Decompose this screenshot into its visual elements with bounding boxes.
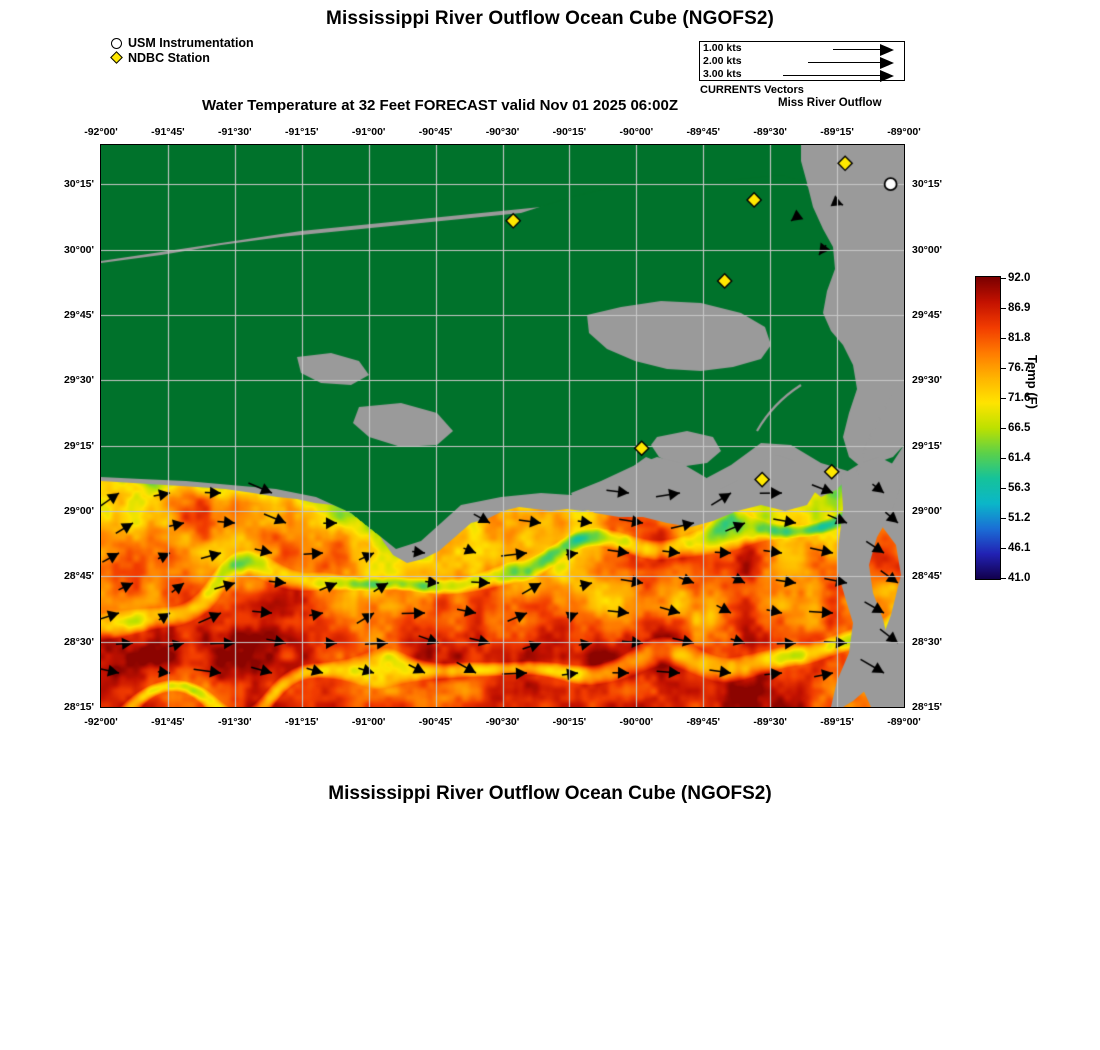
y-tick-right-1: 30°00': [912, 243, 943, 256]
legend-label-usm: USM Instrumentation: [128, 36, 254, 50]
x-tick-bottom-10: -89°30': [753, 716, 787, 728]
x-tick-bottom-0: -92°00': [84, 716, 118, 728]
x-tick-bottom-12: -89°00': [887, 716, 921, 728]
x-tick-top-6: -90°30': [485, 126, 520, 138]
map-subtitle: Water Temperature at 32 Feet FORECAST valid Nov 01 2025 06:00Z: [201, 97, 678, 114]
colorbar-tick-2: 81.8: [1008, 332, 1031, 344]
x-tick-top-4: -91°00': [351, 126, 386, 138]
y-tick-left-2: 29°45': [63, 308, 94, 321]
colorbar-tick-mark-6: [1001, 458, 1006, 459]
x-tick-bottom-4: -91°00': [351, 716, 386, 728]
colorbar-tick-mark-9: [1001, 548, 1006, 549]
colorbar-tick-0: 92.0: [1008, 272, 1031, 284]
legend-label-ndbc: NDBC Station: [128, 51, 210, 65]
colorbar-tick-mark-4: [1001, 398, 1006, 399]
y-tick-left-8: 28°15': [63, 701, 94, 713]
vector-key-row-3: [700, 69, 906, 82]
x-tick-bottom-3: -91°15': [284, 716, 319, 728]
colorbar-tick-mark-1: [1001, 308, 1006, 309]
y-tick-left-4: 29°15': [63, 439, 94, 452]
x-tick-top-10: -89°30': [753, 126, 787, 138]
x-tick-bottom-8: -90°00': [619, 716, 654, 728]
colorbar-tick-1: 86.9: [1008, 302, 1031, 314]
colorbar-tick-mark-3: [1001, 368, 1006, 369]
legend-item-usm: [110, 36, 254, 51]
colorbar-tick-mark-5: [1001, 428, 1006, 429]
colorbar-tick-mark-10: [1001, 578, 1006, 579]
diamond-marker-icon: [110, 51, 128, 66]
currents-vector-key: [699, 41, 905, 81]
colorbar-tick-mark-7: [1001, 488, 1006, 489]
y-tick-left-5: 29°00': [63, 504, 94, 517]
x-tick-bottom-7: -90°15': [552, 716, 587, 728]
x-tick-top-7: -90°15': [552, 126, 587, 138]
y-tick-right-0: 30°15': [912, 178, 943, 191]
x-tick-bottom-11: -89°15': [820, 716, 854, 728]
colorbar-tick-6: 61.4: [1008, 452, 1031, 464]
y-tick-right-4: 29°15': [912, 439, 943, 452]
colorbar-gradient: [976, 277, 1000, 579]
x-tick-bottom-5: -90°45': [418, 716, 453, 728]
x-tick-top-8: -90°00': [619, 126, 654, 138]
y-tick-left-6: 28°45': [63, 570, 94, 583]
page-title: Mississippi River Outflow Ocean Cube (NGOFS2): [326, 8, 774, 29]
outflow-annotation: Miss River Outflow: [778, 97, 882, 109]
x-tick-top-2: -91°30': [218, 126, 252, 138]
vector-key-label-2: 2.00 kts: [703, 55, 742, 67]
x-tick-top-5: -90°45': [418, 126, 453, 138]
x-tick-top-9: -89°45': [686, 126, 721, 138]
y-tick-right-5: 29°00': [912, 504, 943, 517]
y-tick-right-2: 29°45': [912, 308, 943, 321]
x-tick-bottom-9: -89°45': [686, 716, 721, 728]
colorbar-tick-mark-2: [1001, 338, 1006, 339]
y-tick-left-7: 28°30': [63, 635, 94, 648]
x-tick-top-11: -89°15': [820, 126, 854, 138]
x-tick-bottom-6: -90°30': [485, 716, 520, 728]
map-plot-area[interactable]: [100, 144, 905, 708]
x-tick-top-0: -92°00': [84, 126, 118, 138]
x-tick-top-12: -89°00': [887, 126, 921, 138]
colorbar-tick-mark-8: [1001, 518, 1006, 519]
colorbar-tick-5: 66.5: [1008, 422, 1031, 434]
colorbar-tick-4: 71.6: [1008, 392, 1031, 404]
colorbar-tick-3: 76.7: [1008, 362, 1031, 374]
x-tick-bottom-1: -91°45': [151, 716, 185, 728]
colorbar: [975, 276, 1001, 580]
colorbar-tick-10: 41.0: [1008, 572, 1031, 584]
vector-key-label-1: 1.00 kts: [703, 42, 742, 54]
y-tick-right-3: 29°30': [912, 374, 943, 387]
bottom-title: Mississippi River Outflow Ocean Cube (NGOFS2): [328, 783, 772, 804]
y-tick-left-0: 30°15': [63, 178, 94, 191]
vector-key-caption: CURRENTS Vectors: [700, 84, 804, 96]
y-tick-right-7: 28°30': [912, 635, 943, 648]
colorbar-tick-9: 46.1: [1008, 542, 1031, 554]
colorbar-tick-mark-0: [1001, 278, 1006, 279]
colorbar-tick-8: 51.2: [1008, 512, 1031, 524]
colorbar-tick-7: 56.3: [1008, 482, 1031, 494]
x-tick-bottom-2: -91°30': [218, 716, 252, 728]
vector-key-label-3: 3.00 kts: [703, 68, 742, 80]
colorbar-title: Temp (F): [1025, 355, 1040, 409]
circle-marker-icon: [110, 36, 128, 51]
legend-item-ndbc: [110, 51, 254, 66]
station-legend: [110, 36, 254, 66]
x-tick-top-3: -91°15': [284, 126, 319, 138]
y-tick-right-8: 28°15': [912, 701, 943, 713]
y-tick-left-3: 29°30': [63, 374, 94, 387]
x-tick-top-1: -91°45': [151, 126, 185, 138]
y-tick-right-6: 28°45': [912, 570, 943, 583]
map-raster: [101, 145, 904, 707]
y-tick-left-1: 30°00': [63, 243, 94, 256]
